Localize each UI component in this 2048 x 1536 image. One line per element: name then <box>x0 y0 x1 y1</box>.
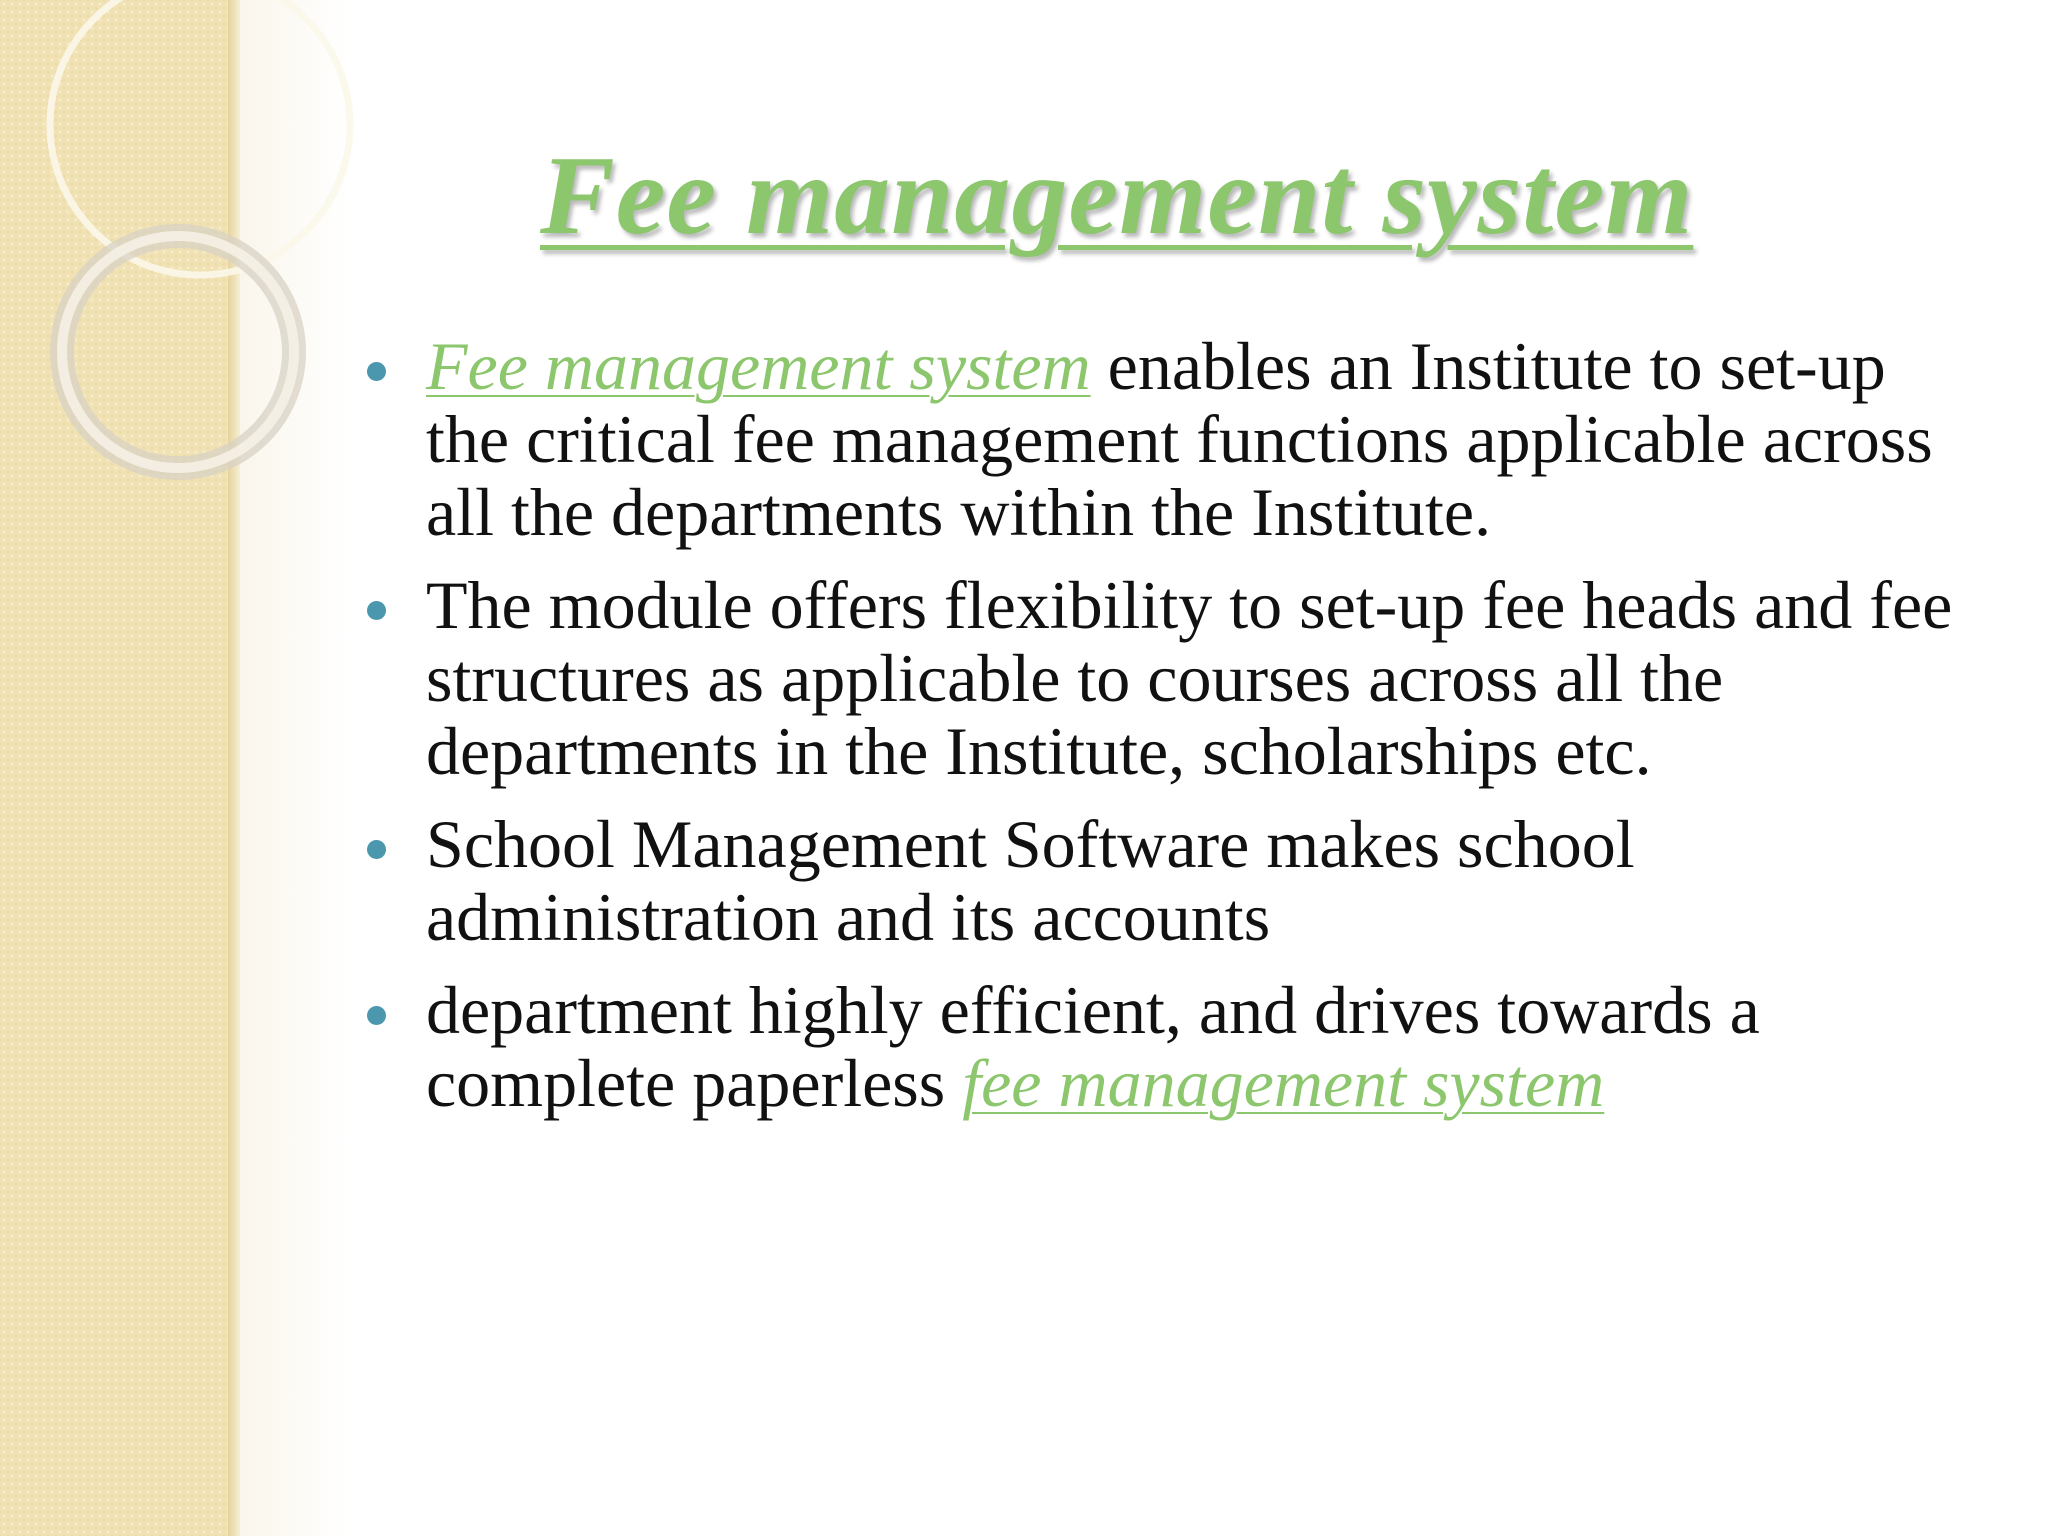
slide-title: Fee management system <box>540 134 1694 258</box>
bullet-item-4 <box>356 974 1976 1120</box>
bullet-list <box>356 330 1976 1140</box>
bullet-item-2 <box>356 569 1976 788</box>
bullet-dot-icon <box>367 601 386 620</box>
bullet-text: The module offers flexibility to set-up fee heads and fee structures as applicable to courses across all the departments in the Institute, scholarships etc. <box>426 567 1953 789</box>
bullet-text: department highly efficient, and drives towards a complete paperless <box>426 972 1760 1121</box>
fee-management-link[interactable]: Fee management system <box>426 328 1091 404</box>
bullet-text: enables an Institute to set-up the critical fee management functions applicable across all the departments within the Institute. <box>426 328 1933 550</box>
decorative-rings <box>0 0 360 560</box>
bullet-dot-icon <box>367 840 386 859</box>
bullet-dot-icon <box>367 1006 386 1025</box>
bullet-dot-icon <box>367 362 386 381</box>
bullet-item-1 <box>356 330 1976 549</box>
bullet-item-3 <box>356 808 1976 954</box>
fee-management-link[interactable]: fee management system <box>962 1045 1605 1121</box>
bullet-text: School Management Software makes school administration and its accounts <box>426 806 1635 955</box>
